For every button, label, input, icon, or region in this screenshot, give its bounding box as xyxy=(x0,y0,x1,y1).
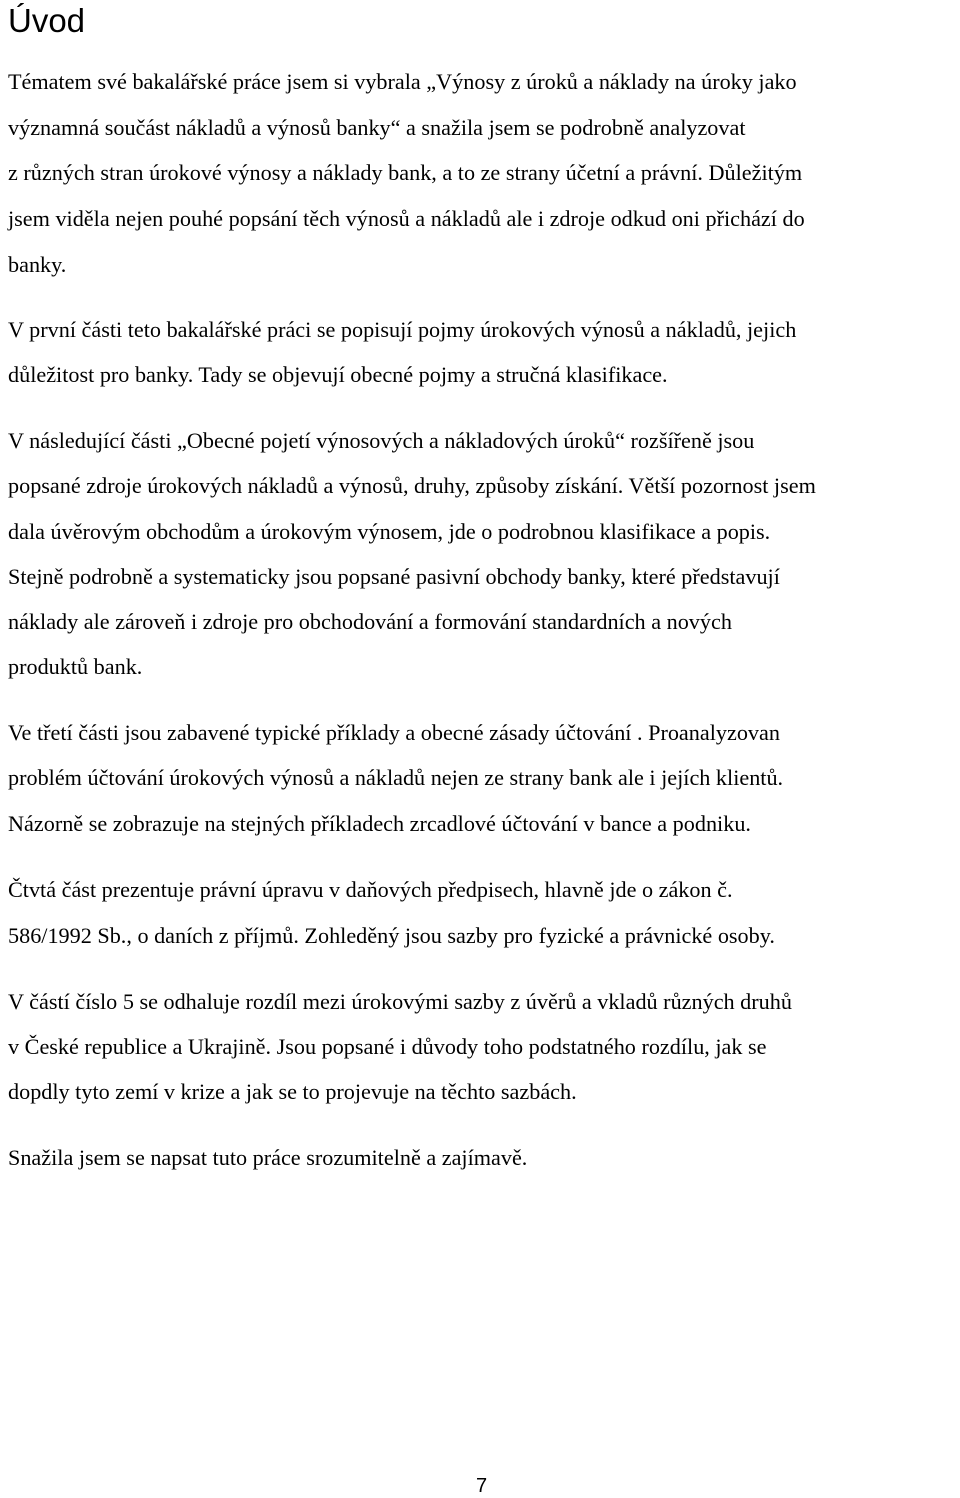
text-line: z různých stran úrokové výnosy a náklady bank, a to ze strany účetní a právní. Důležitým xyxy=(8,160,803,185)
text-line: Snažila jsem se napsat tuto práce srozumitelně a zajímavě. xyxy=(8,1145,528,1170)
text-line: popsané zdroje úrokových nákladů a výnosů, druhy, způsoby získání. Větší pozornost jsem xyxy=(8,473,816,498)
text-line: dopdly tyto zemí v krize a jak se to projevuje na těchto sazbách. xyxy=(8,1079,577,1104)
text-line: Ve třetí části jsou zabavené typické příklady a obecné zásady účtování . Proanalyzovan xyxy=(8,720,780,745)
text-line: v České republice a Ukrajině. Jsou popsané i důvody toho podstatného rozdílu, jak se xyxy=(8,1034,767,1059)
page-number: 7 xyxy=(476,1475,488,1497)
text-line: jsem viděla nejen pouhé popsání těch výnosů a nákladů ale i zdroje odkud oni přichází do xyxy=(8,206,805,231)
text-line: 586/1992 Sb., o daních z příjmů. Zohleděný jsou sazby pro fyzické a právnické osoby. xyxy=(8,923,775,948)
text-line: V částí číslo 5 se odhaluje rozdíl mezi úrokovými sazby z úvěrů a vkladů různých druhů xyxy=(8,989,792,1014)
text-line: banky. xyxy=(8,252,67,277)
text-line: V první části teto bakalářské práci se popisují pojmy úrokových výnosů a nákladů, jejich xyxy=(8,317,797,342)
text-line: Stejně podrobně a systematicky jsou popsané pasivní obchody banky, které představují xyxy=(8,564,780,589)
text-line: významná součást nákladů a výnosů banky“ a snažila jsem se podrobně analyzovat xyxy=(8,115,746,140)
text-line: náklady ale zároveň i zdroje pro obchodování a formování standardních a nových xyxy=(8,609,732,634)
text-line: Čtvtá část prezentuje právní úpravu v daňových předpisech, hlavně jde o zákon č. xyxy=(8,877,733,902)
text-line: produktů bank. xyxy=(8,654,143,679)
text-line: V následující části „Obecné pojetí výnosových a nákladových úroků“ rozšířeně jsou xyxy=(8,428,755,453)
text-line: důležitost pro banky. Tady se objevují obecné pojmy a stručná klasifikace. xyxy=(8,362,668,387)
chapter-heading: Úvod xyxy=(8,2,86,39)
text-line: problém účtování úrokových výnosů a nákladů nejen ze strany bank ale i jejích klientů. xyxy=(8,765,784,790)
text-line: Názorně se zobrazuje na stejných příkladech zrcadlové účtování v bance a podniku. xyxy=(8,811,751,836)
text-line: Tématem své bakalářské práce jsem si vybrala „Výnosy z úroků a náklady na úroky jako xyxy=(8,69,797,94)
text-line: dala úvěrovým obchodům a úrokovým výnosem, jde o podrobnou klasifikace a popis. xyxy=(8,519,771,544)
